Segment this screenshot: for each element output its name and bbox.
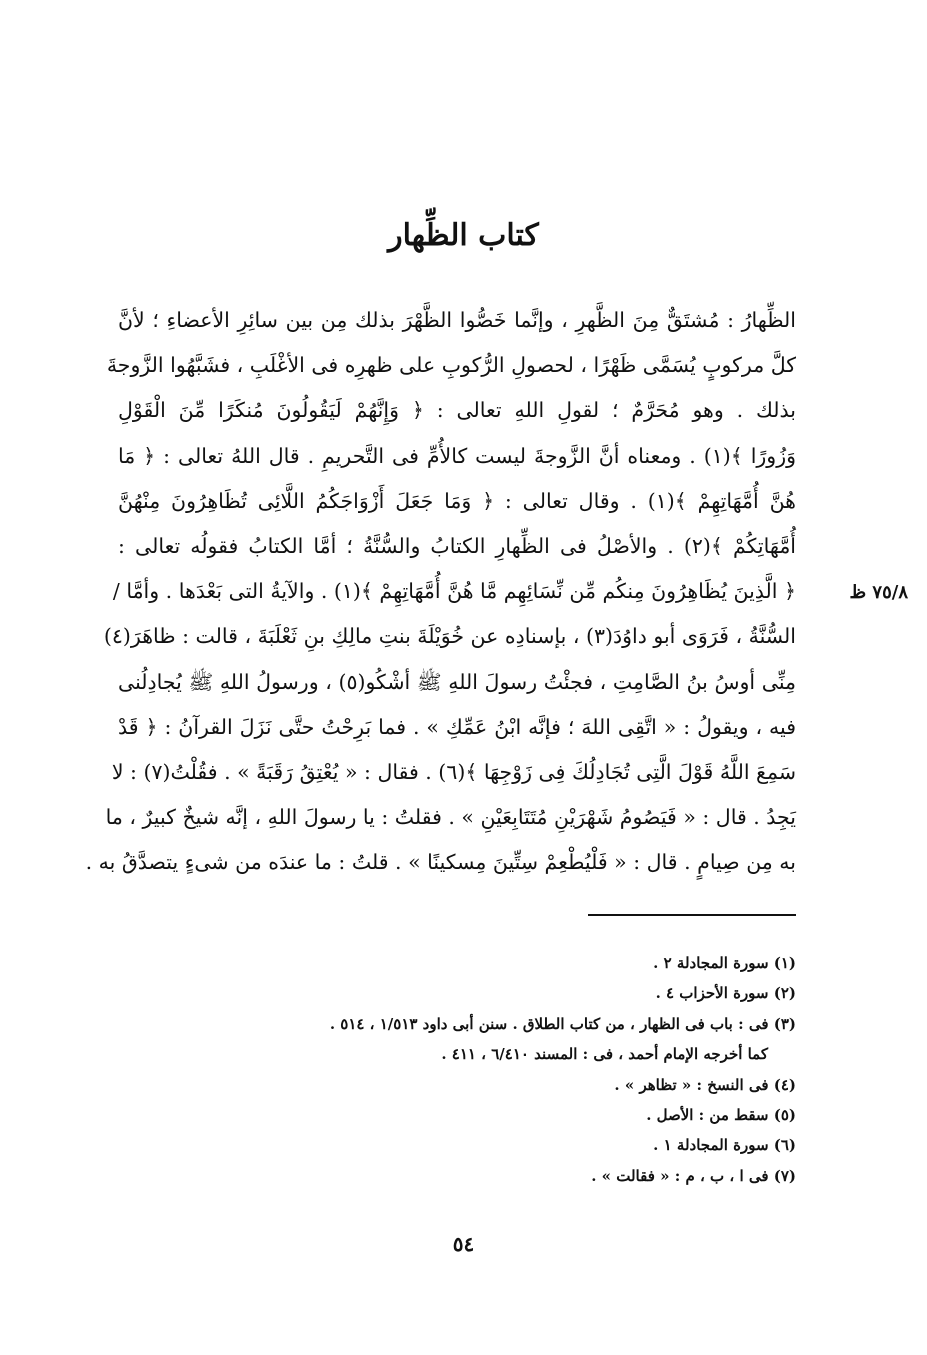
manuscript-folio-note: ٧٥/٨ ظ	[849, 582, 908, 603]
footnote: (٧) فى ا ، ب ، م : « فقالت » .	[591, 1166, 796, 1185]
text-line: السُّنَّةُ ، فَرَوَى أبو داوُدَ(٣) ، بإسنادِه عن خُوَيْلَةَ بنتِ مالِكِ بنِ ثَعْلَبَةَ ، قالت : ظاهَرَ(٤)	[103, 624, 796, 649]
main-text	[85, 298, 796, 885]
text-line: الظِّهارُ : مُشتَقٌّ مِنَ الظَّهرِ ، وإنَّما خَصُّوا الظَّهْرَ بذلك مِن بين سائِرِ الأعضاءِ ؛ لأنَّ	[118, 308, 796, 332]
text-line: أُمَّهَاتِكُمْ ﴾(٢) . والأصْلُ فى الظِّهارِ الكتابُ والسُّنَّةُ ؛ أمَّا الكتابُ فقولُه تعالى :	[118, 533, 796, 558]
text-line: يَجِدُ . قال : « فَيَصُومُ شَهْرَيْنِ مُتَتَابِعَيْنِ » . فقلتُ : يا رسولَ اللهِ ، إنَّه شيخٌ كبيرٌ ، ما	[105, 805, 796, 830]
footnote-continuation: كما أخرجه الإمام أحمد ، فى : المسند ٦/٤١٠ ، ٤١١ .	[441, 1045, 768, 1064]
text-line: هُنَّ أُمَّهَاتِهِمْ ﴾(١) . وقال تعالى : ﴿ وَمَا جَعَلَ أَزْوَاجَكُمُ اللَّائِى تُظَاهِرُونَ مِنْهُنَّ	[118, 488, 796, 513]
text-line: بذلك . وهو مُحَرَّمٌ ؛ لقولِ اللهِ تعالى : ﴿ وَإِنَّهُمْ لَيَقُولُونَ مُنكَرًا مِّنَ الْقَوْلِ	[118, 398, 796, 423]
footnote-separator	[588, 914, 796, 916]
text-line: ﴿ الَّذِينَ يُظَاهِرُونَ مِنكُم مِّن نِّسَائِهِم مَّا هُنَّ أُمَّهَاتِهِمْ ﴾(١) . والآيةُ التى بَعْدَها . وأمَّا /	[112, 579, 796, 604]
footnote: (٦) سورة المجادلة ١ .	[653, 1136, 796, 1155]
footnote: (٤) فى النسخ : « تظاهر » .	[614, 1075, 796, 1094]
text-line: كلَّ مركوبٍ يُسَمَّى ظَهْرًا ، لحصولِ الرُّكوبِ على ظهرِه فى الأغْلَبِ ، فشَبَّهُوا الزَّوجةَ	[106, 353, 796, 378]
text-line: مِنِّى أوسُ بنُ الصَّامِتِ ، فجئْتُ رسولَ اللهِ ﷺ أشْكُو(٥) ، ورسولُ اللهِ ﷺ يُجادِلُنى	[118, 669, 796, 694]
text-line: فيه ، ويقولُ : « اتَّقِى اللهَ ؛ فإنَّه ابْنُ عَمِّكِ » . فما بَرِحْتُ حتَّى نَزَلَ القرآنُ : ﴿ قَدْ	[118, 714, 796, 739]
footnote: (٢) سورة الأحزاب ٤ .	[655, 984, 796, 1003]
page-number: ٥٤	[452, 1232, 475, 1256]
text-line: وَزُورًا ﴾(١) . ومعناه أنَّ الزَّوجةَ ليست كالأُمِّ فى التَّحريمِ . قال اللهُ تعالى : ﴿ مَا	[118, 443, 796, 468]
text-line: به مِن صِيامٍ . قال : « فَلْيُطْعِمْ سِتِّينَ مِسكينًا » . قلتُ : ما عندَه من شىءٍ يتصدَّقُ به .	[85, 850, 796, 875]
footnote: (٥) سقط من : الأصل .	[646, 1105, 796, 1124]
footnote: (١) سورة المجادلة ٢ .	[653, 954, 796, 972]
footnote: (٣) فى : باب فى الظهار ، من كتاب الطلاق . سنن أبى داود ١/٥١٣ ، ٥١٤ .	[329, 1014, 796, 1033]
text-line: سَمِعَ اللَّهُ قَوْلَ الَّتِى تُجَادِلُكَ فِى زَوْجِهَا ﴾(٦) . فقال : « يُعْتِقُ رَقَبَةً » . فقُلْتُ(٧) : لا	[111, 759, 796, 784]
chapter-title: كتاب الظِّهار	[388, 218, 539, 253]
footnotes	[240, 948, 796, 1191]
